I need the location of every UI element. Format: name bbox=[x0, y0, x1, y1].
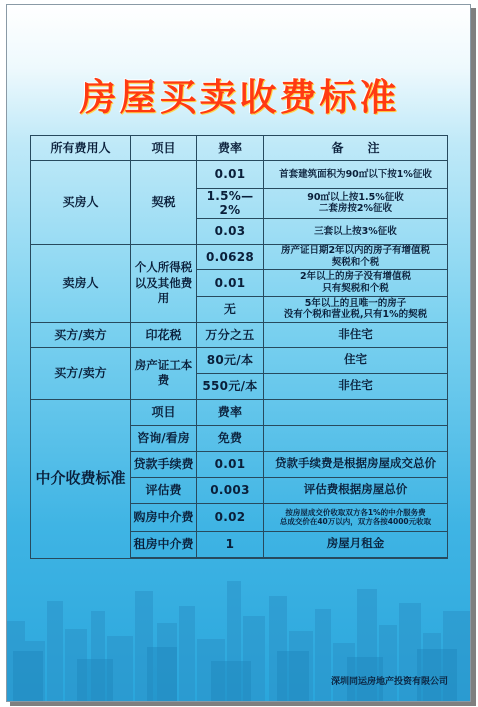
consult-label-cell: 咨询/看房 bbox=[131, 425, 197, 451]
deed-note-1: 首套建筑面积为90㎡以下按1%征收 bbox=[264, 161, 448, 189]
purchase-note-cell bbox=[264, 503, 448, 531]
consult-note-cell bbox=[264, 425, 448, 451]
loan-rate-cell: 0.01 bbox=[197, 451, 264, 477]
eval-note-cell: 评估费根据房屋总价 bbox=[264, 477, 448, 503]
seller-note-1 bbox=[264, 244, 448, 269]
cert-rate-2: 550元/本 bbox=[197, 373, 264, 399]
deed-rate-3: 0.03 bbox=[197, 218, 264, 244]
poster-title: 房屋买卖收费标准 bbox=[79, 76, 400, 119]
table-row bbox=[31, 322, 448, 347]
cert-note-1: 住宅 bbox=[264, 347, 448, 373]
deed-rate-1: 0.01 bbox=[197, 161, 264, 189]
stamp-label-cell: 印花税 bbox=[131, 322, 197, 347]
cert-rate-1: 80元/本 bbox=[197, 347, 264, 373]
seller-note-3 bbox=[264, 296, 448, 322]
purchase-note-b: 总成交价在40万以内，双方各按4000元收取 bbox=[279, 517, 432, 527]
purchase-label-cell: 购房中介费 bbox=[131, 503, 197, 531]
loan-note-cell: 贷款手续费是根据房屋成交总价 bbox=[264, 451, 448, 477]
purchase-rate-cell: 0.02 bbox=[197, 503, 264, 531]
company-name: 深圳同运房地产投资有限公司 bbox=[330, 677, 448, 687]
deed-note-2b: 二套房按2%征收 bbox=[318, 203, 393, 215]
cert-label-cell: 房产证工本费 bbox=[131, 347, 197, 399]
agency-head-note bbox=[264, 399, 448, 425]
rent-rate-cell: 1 bbox=[197, 531, 264, 557]
deed-note-2 bbox=[264, 189, 448, 219]
buyer-cell: 买房人 bbox=[31, 161, 131, 245]
spacer-cell bbox=[197, 557, 264, 558]
header-note: 备 注 bbox=[264, 136, 448, 161]
purchase-note-a: 按房屋成交价收取双方各1%的中介服务费 bbox=[285, 508, 426, 518]
table-header-row bbox=[31, 136, 448, 161]
rent-note-cell: 房屋月租金 bbox=[264, 531, 448, 557]
seller-note-3b: 没有个税和营业税,只有1%的契税 bbox=[283, 309, 428, 321]
consult-rate-cell: 免费 bbox=[197, 425, 264, 451]
table-row bbox=[31, 399, 448, 425]
seller-note-1a: 房产证日期2年以内的房子有增值税 bbox=[280, 245, 431, 257]
spacer-cell bbox=[131, 557, 197, 558]
poster-shadow-right bbox=[471, 8, 476, 704]
poster-shadow-bottom bbox=[10, 702, 476, 706]
header-rate: 费率 bbox=[197, 136, 264, 161]
table-row bbox=[31, 244, 448, 269]
seller-rate-2: 0.01 bbox=[197, 269, 264, 296]
deed-rate-2: 1.5%—2% bbox=[197, 189, 264, 219]
table-row bbox=[31, 161, 448, 189]
fee-table bbox=[30, 135, 448, 559]
eval-rate-cell: 0.003 bbox=[197, 477, 264, 503]
header-item: 项目 bbox=[131, 136, 197, 161]
table-row bbox=[31, 347, 448, 373]
seller-rate-3: 无 bbox=[197, 296, 264, 322]
deed-note-3: 三套以上按3%征收 bbox=[264, 218, 448, 244]
seller-note-2b: 只有契税和个税 bbox=[322, 282, 389, 294]
seller-note-1b: 契税和个税 bbox=[331, 256, 380, 268]
stamp-note-cell: 非住宅 bbox=[264, 322, 448, 347]
agency-head-rate: 费率 bbox=[197, 399, 264, 425]
seller-rate-1: 0.0628 bbox=[197, 244, 264, 269]
rent-label-cell: 租房中介费 bbox=[131, 531, 197, 557]
seller-note-2a: 2年以上的房子没有增值税 bbox=[299, 271, 412, 283]
loan-label-cell: 贷款手续费 bbox=[131, 451, 197, 477]
deed-note-2a: 90㎡以上按1.5%征收 bbox=[307, 192, 404, 203]
seller-note-2 bbox=[264, 269, 448, 296]
agency-head-item: 项目 bbox=[131, 399, 197, 425]
header-payer: 所有费用人 bbox=[31, 136, 131, 161]
stamp-rate-cell: 万分之五 bbox=[197, 322, 264, 347]
poster bbox=[6, 4, 471, 702]
seller-cell: 卖房人 bbox=[31, 244, 131, 322]
seller-note-3a: 5年以上的且唯一的房子 bbox=[304, 297, 407, 309]
eval-label-cell: 评估费 bbox=[131, 477, 197, 503]
stamp-party-cell: 买方/卖方 bbox=[31, 322, 131, 347]
cert-note-2: 非住宅 bbox=[264, 373, 448, 399]
agency-cell: 中介收费标准 bbox=[31, 399, 131, 558]
deed-tax-cell: 契税 bbox=[131, 161, 197, 245]
cert-party-cell: 买方/卖方 bbox=[31, 347, 131, 399]
income-tax-cell: 个人所得税以及其他费用 bbox=[131, 244, 197, 322]
spacer-cell bbox=[264, 557, 448, 558]
